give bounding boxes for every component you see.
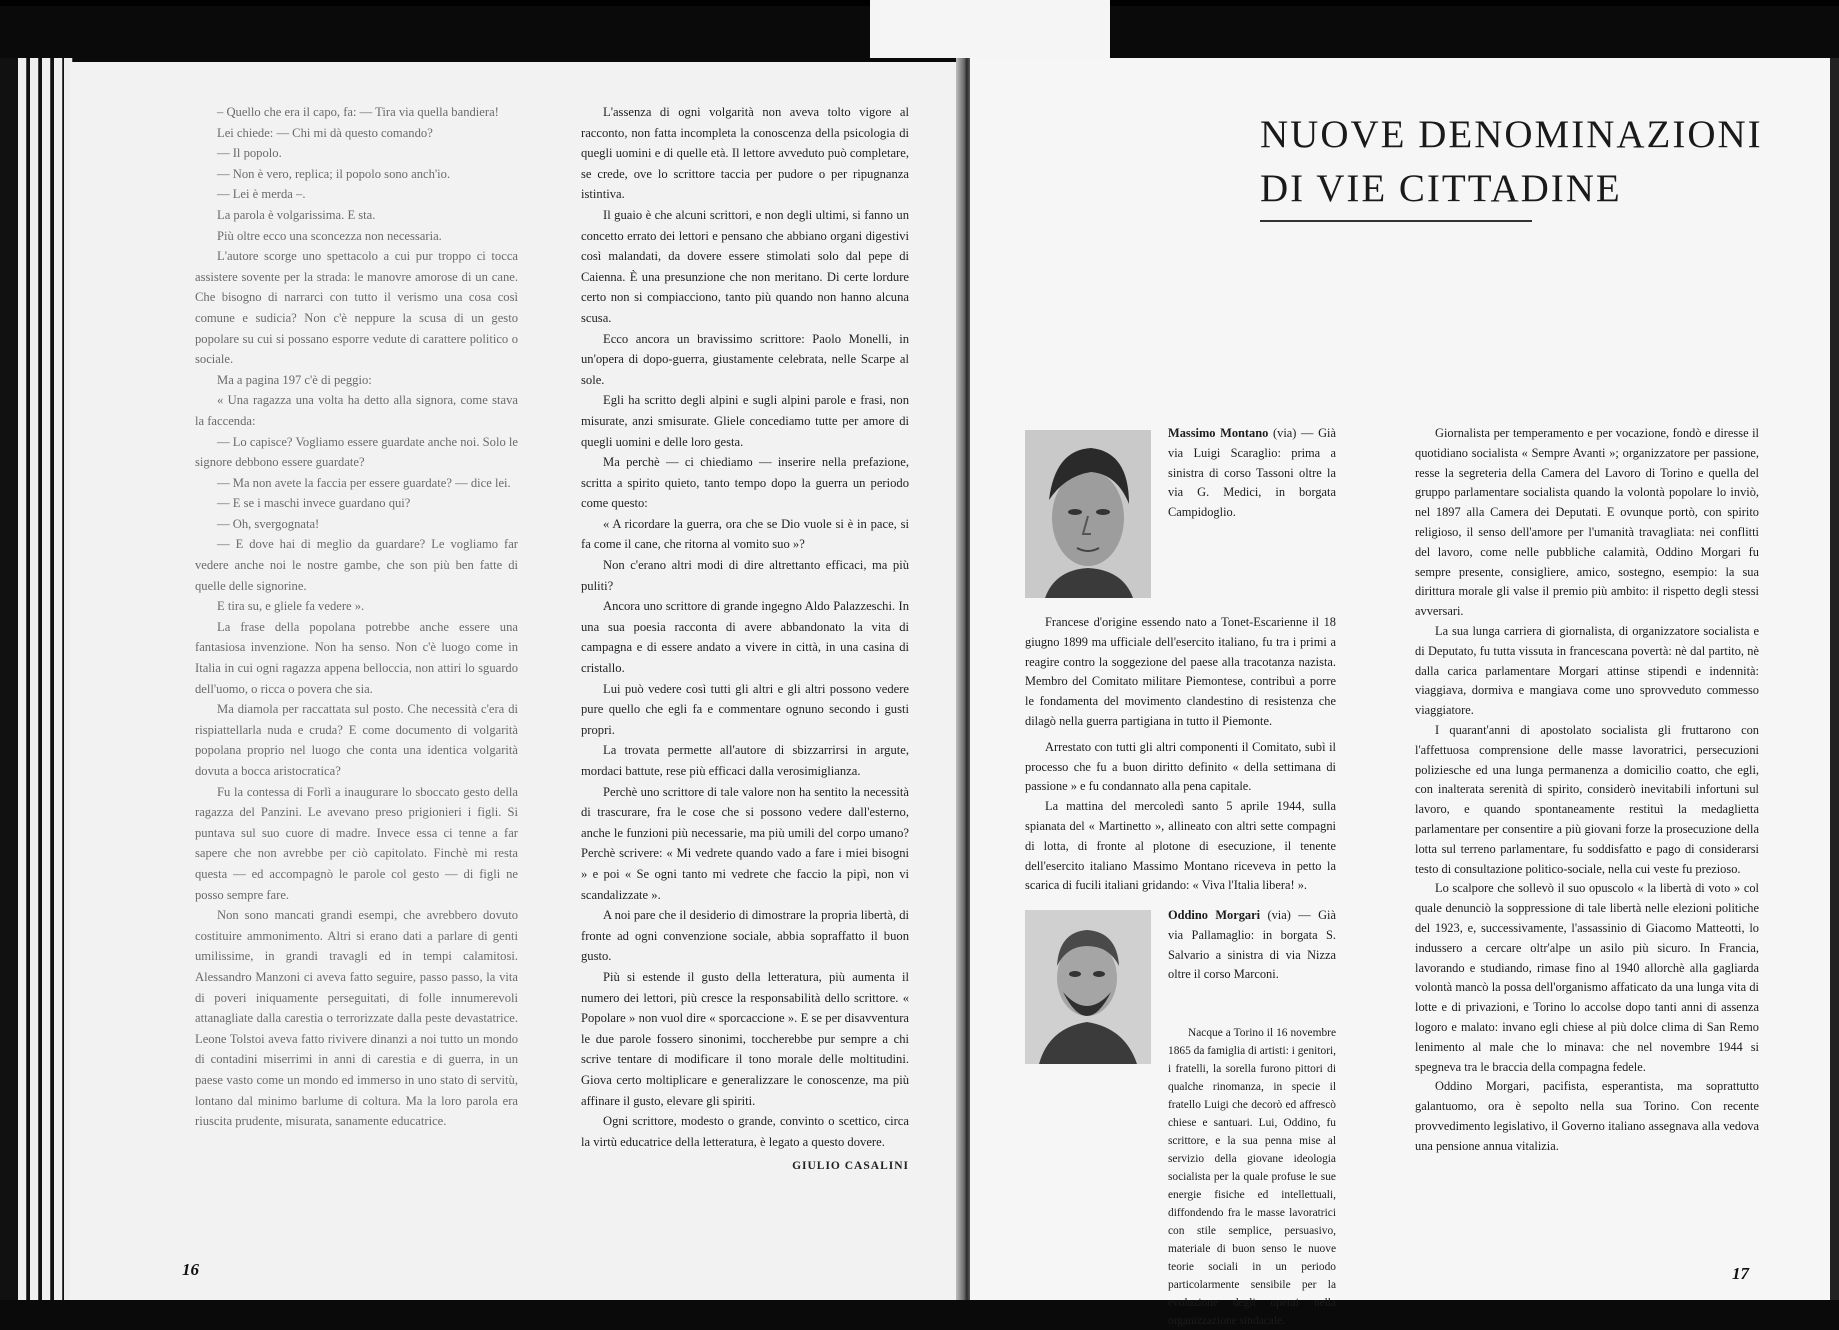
left-col1-paragraph: Più oltre ecco una sconcezza non necessaria. <box>217 228 442 243</box>
left-col1-paragraph: La frase della popolana potrebbe anche essere una fantasiosa invenzione. Non ha senso. Non c'è luogo come in Italia in cui ogni ragazza appena belloccia, non attiri lo sguardo dell'uomo, o ricca o povera che sia. <box>195 619 518 696</box>
left-col1-paragraph: L'autore scorge uno spettacolo a cui pur troppo ci tocca assistere sovente per la strada: le manovre amorose di un cane. Che bisogno di narrarci con tutto il verismo una cosa così comune e sudicia? Non c'è neppure la scusa di un gesto popolare su cui si possano esporre vedute di carattere politico o sociale. <box>195 249 518 367</box>
left-col1-paragraph: La parola è volgarissima. E sta. <box>217 207 376 222</box>
left-col1-paragraph: — Oh, svergognata! <box>217 516 320 531</box>
page-title <box>1260 108 1763 216</box>
author-signature: GIULIO CASALINI <box>792 1160 909 1173</box>
address-montano: Già via Luigi Scaraglio: prima a sinistra di corso Tassoni oltre la via G. Medici, in borgata Campidoglio. <box>1168 426 1336 520</box>
left-col2-paragraph: Ecco ancora un bravissimo scrittore: Paolo Monelli, in un'opera di dopo-guerra, giustamente celebrata, nelle Scarpe al sole. <box>581 331 909 387</box>
left-col1-paragraph: — Lo capisce? Vogliamo essere guardate anche noi. Solo le signore debbono essere guardate? <box>195 434 518 470</box>
left-col2-paragraph: Ma perchè — ci chiediamo — inserire nella prefazione, scritta a spirito quieto, tanto tempo dopo la guerra un periodo come questo: <box>581 455 909 511</box>
left-col1-paragraph: — Il popolo. <box>217 146 282 161</box>
bio-montano-2: Arrestato con tutti gli altri componenti il Comitato, subì il processo che fu a buon diritto definito « della settimana di passione » e fu condannato alla pena capitale. <box>1025 739 1336 794</box>
page-number-right: 17 <box>1732 1264 1749 1283</box>
book-page-edges <box>0 58 72 1300</box>
left-col1-paragraph: — Lei è merda –. <box>217 187 306 202</box>
bio-montano-1: Francese d'origine essendo nato a Tonet-Escarienne il 18 giugno 1899 ma ufficiale dell'esercito italiano, fu tra i primi a reagire contro la soggezione del paese alla tracotanza nazista. Membro del Comitato militare Piemontese, contribuì a porre le fondamenta del movimento clandestino di resistenza che dilagò nella guerra partigiana in tutto il Piemonte. <box>1025 615 1336 728</box>
left-col1-paragraph: « Una ragazza una volta ha detto alla signora, come stava la faccenda: <box>195 393 518 428</box>
left-col1-paragraph: — E se i maschi invece guardano qui? <box>217 496 411 511</box>
left-col1-paragraph: E tira su, e gliele fa vedere ». <box>217 599 365 614</box>
entry-tag: (via) — <box>1273 426 1314 440</box>
portrait-photo-montano <box>1025 430 1151 598</box>
title-line-1: NUOVE DENOMINAZIONI <box>1260 113 1763 156</box>
left-col2-paragraph: La trovata permette all'autore di sbizzarrirsi in argute, mordaci battute, rese più efficaci dalla verosimiglianza. <box>581 743 909 778</box>
left-col2-paragraph: « A ricordare la guerra, ora che se Dio vuole si è in pace, si fa come il cane, che ritorna al vomito suo »? <box>581 516 909 552</box>
left-col2-paragraph: Egli ha scritto degli alpini e sugli alpini parole e frasi, non misurate, anzi smisurate. Gliele concediamo tutte per amore di quegli uomini e delle loro gesta. <box>581 393 909 449</box>
right-col-paragraph: Lo scalpore che sollevò il suo opuscolo « la libertà di voto » col quale denunciò la soppressione di tale libertà nelle elezioni politiche del 1923, e, successivamente, l'assassinio di Giacomo Matteotti, lo indussero a cercare oltr'alpe un asilo più sicuro. In Francia, lavorando e studiando, rimase fino al 1940 allorchè alla gagliarda volontà mancò la possa dell'organismo affaticato da una lunga vita di lotte e di privazioni, e Torino lo accolse dopo tanti anni di assenza logoro e malato: invano egli chiese al più dolce clima di San Remo lenimento al male che lo minava: che nel novembre 1944 si spegneva tra le braccia della compagna fedele. <box>1415 881 1759 1074</box>
left-col1-paragraph: Non sono mancati grandi esempi, che avrebbero dovuto costituire ammonimento. Altri si erano dati a parlare di genti umilissime, in grandi travagli ed in tempi calamitosi. Alessandro Manzoni ci aveva fatto seguire, passo passo, la vita di poveri iniquamente perseguitati, di folle innumerevoli attanagliate dalla carestia o terrorizzate dalla peste devastatrice. Leone Tolstoi aveva fatto rivivere dinanzi a noi tutto un mondo di contadini miserrimi in anni di carestia e di guerra, in un paese vasto come un mondo ed immerso in uno stato di servitù, lontano dal minimo barlume di coltura. Ma la loro parola era riuscita prudente, misurata, sanamente educatrice. <box>195 908 518 1129</box>
left-page <box>70 62 960 1300</box>
left-col2-paragraph: Ancora uno scrittore di grande ingegno Aldo Palazzeschi. In una sua poesia racconta di avere abbandonato la vita di campagna e di essere andato a vivere in città, in una casina di cristallo. <box>581 599 909 676</box>
entry-tag: (via) — <box>1267 908 1311 922</box>
left-col2-paragraph: Ogni scrittore, modesto o grande, convinto o scettico, circa la virtù educatrice della letteratura, è legato a questo dovere. <box>581 1114 909 1149</box>
entry-montano-body <box>1025 613 1336 896</box>
left-col1-paragraph: — Ma non avete la faccia per essere guardate? — dice lei. <box>217 475 511 490</box>
street-name-montano: Massimo Montano <box>1168 426 1269 440</box>
left-col2-paragraph: L'assenza di ogni volgarità non aveva tolto vigore al racconto, non fatta incompleta la conoscenza della psicologia di quegli uomini e di quelle età. Il lettore avveduto può completare, se crede, ove lo scrittore taccia per pudore o per ripugnanza istintiva. <box>581 105 909 202</box>
scan-gap <box>870 0 1110 58</box>
title-rule <box>1260 220 1532 222</box>
left-col2-paragraph: A noi pare che il desiderio di dimostrare la propria libertà, di fronte ad ogni convenzione sociale, abbia sopraffatto il buon gusto. <box>581 908 909 964</box>
left-col2-paragraph: Perchè uno scrittore di tale valore non ha sentito la necessità di trascurare, fra le cose che si possono vedere dall'esterno, anche le funzioni più necessarie, ma più umili del corpo umano? Perchè scrivere: « Mi vedrete quando vado a fare i miei bisogni » e poi « Se ogni tanto mi vedrete che faccio la pipì, non vi scandalizzate ». <box>581 784 909 902</box>
left-col1-paragraph: — E dove hai di meglio da guardare? Le vogliamo far vedere anche noi le nostre gambe, che son più ben fatte di quelle delle signorine. <box>195 537 518 593</box>
address-morgari: Già via Pallamaglio: in borgata S. Salvario a sinistra di via Nizza oltre il corso Marconi. <box>1168 908 1336 982</box>
page-number-left: 16 <box>182 1260 199 1279</box>
left-column-2 <box>581 102 909 1177</box>
left-col2-paragraph: Più si estende il gusto della letteratura, più aumenta il numero dei lettori, più cresce la responsabilità dello scrittore. « Popolare » non vuol dire « sporcaccione ». E se per disavventura le due parole fossero sinonimi, toccherebbe pur sempre a chi scrive tentare di modificare il tono morale delle moltitudini. Giova certo moltiplicare e generalizzare le conoscenze, ma più affinare il gusto, elevare gli spiriti. <box>581 969 909 1108</box>
right-page-edge <box>1830 58 1839 1300</box>
left-col1-paragraph: — Non è vero, replica; il popolo sono anch'io. <box>217 166 451 181</box>
left-col1-paragraph: Ma diamola per raccattata sul posto. Che necessità c'era di rispiattellarla nuda e cruda? E come documento di volgarità popolana proprio nel luogo che conta una identica volgarità dovuta a bocca aristocratica? <box>195 702 518 778</box>
right-col-paragraph: Oddino Morgari, pacifista, esperantista, ma soprattutto galantuomo, ora è sepolto nella sua Torino. Con recente provvedimento legislativo, il Governo italiano assegnava alla vedova una pensione annua vitalizia. <box>1415 1079 1759 1153</box>
title-line-2: DI VIE CITTADINE <box>1260 167 1622 210</box>
entry-morgari-head <box>1168 906 1336 985</box>
street-name-morgari: Oddino Morgari <box>1168 908 1261 922</box>
portrait-photo-morgari <box>1025 910 1151 1064</box>
left-col1-paragraph: Ma a pagina 197 c'è di peggio: <box>217 372 372 387</box>
left-col1-paragraph: Fu la contessa di Forlì a inaugurare lo sboccato gesto della ragazza del Panzini. Le avevano preso prigionieri i figli. Si puntava sul suo cuore di madre. Invece essa ci tenne a far sapere che non avrebbe per ciò capitolato. Finchè mi resta questa — ed accompagnò le parole col gesto — di figli ne posso sempre fare. <box>195 784 518 902</box>
right-col-paragraph: La sua lunga carriera di giornalista, di organizzatore socialista e di Deputato, fu tutta vissuta in francescana povertà: nè dal partito, nè dalla carica parlamentare Morgari attinse stipendi e indennità: viaggiava, dormiva e mangiava come uno sprovveduto commesso viaggiatore. <box>1415 623 1759 718</box>
right-page <box>970 58 1834 1327</box>
left-col2-paragraph: Non c'erano altri modi di dire altrettanto efficaci, ma più puliti? <box>581 558 909 593</box>
left-column-1 <box>195 102 518 1132</box>
entry-montano-head <box>1168 424 1336 523</box>
left-col1-paragraph: Lei chiede: — Chi mi dà questo comando? <box>217 125 433 140</box>
right-col-paragraph: I quarant'anni di apostolato socialista gli fruttarono con l'affettuosa comprensione delle masse lavoratrici, persecuzioni poliziesche ed una lunga permanenza a domicilio coatto, che egli, con inalterata serenità di spirito, considerò inevitabili infortuni sul lavoro, e quando spontaneamente restituì la medaglietta parlamentare per consentire a più giovani forze la prosecuzione della lotta sul terreno parlamentare, fu soddisfatto e pago di considerarsi testo di consultazione politico-sociale, nella cui veste fu prezioso. <box>1415 722 1759 876</box>
bio-morgari-text: Nacque a Torino il 16 novembre 1865 da famiglia di artisti: i genitori, i fratelli, la sorella furono pittori di qualche rinomanza, in specie il fratello Luigi che decorò ed affrescò chiese e santuari. Lui, Oddino, fu scrittore, e la sua penna mise al servizio della giovane ideologia socialista per la quale profuse le sue energie fisiche ed intellettuali, diffondendo fra le masse lavoratrici con stile semplice, persuasivo, materiale di buon senso le nuove teorie sociali in un periodo particolarmente sensibile per la evoluzione degli operai nella organizzazione sindacale. <box>1168 1027 1336 1327</box>
right-col-paragraph: Giornalista per temperamento e per vocazione, fondò e diresse il quotidiano socialista « Sempre Avanti »; organizzatore per passione, resse la segreteria della Camera del Lavoro di Torino e quella del gruppo parlamentare socialista quando la volontà popolare lo inviò, nel 1897 alla Camera dei Deputati. E ovunque portò, con spirito religioso, il senso dell'amore per l'umanità travagliata: nei conflitti del lavoro, come nelle pubbliche calamità, Oddino Morgari fu sempre presente, consigliere, amico, sostegno, esempio: la sua dirittura morale gli valse il premio più ambito: il rispetto degli stessi avversari. <box>1415 426 1759 619</box>
right-column <box>1415 424 1759 1156</box>
left-col2-paragraph: Il guaio è che alcuni scrittori, e non degli ultimi, si fanno un concetto errato dei lettori e pensano che abbiano organi digestivi così malandati, da dovere essere stimolati solo dal pepe di Caienna. È una presunzione che non meritano. Di certe lordure certo non si compiacciono, tanto più quando non hanno alcuna scusa. <box>581 207 909 325</box>
left-col2-paragraph: Lui può vedere così tutti gli altri e gli altri possono vedere pure quello che egli fa e commentare ognuno secondo i gusti propri. <box>581 681 909 737</box>
bio-montano-3: La mattina del mercoledì santo 5 aprile 1944, sulla spianata del « Martinetto », allineato con altri sette compagni di lotta, di fronte al plotone di esecuzione, il tenente dell'esercito italiano Massimo Montano riceveva in petto la scarica di fucili italiani gridando: « Viva l'Italia libera! ». <box>1025 799 1336 893</box>
bio-morgari-1 <box>1168 1024 1336 1327</box>
left-col1-paragraph: – Quello che era il capo, fa: — Tira via quella bandiera! <box>217 105 499 119</box>
